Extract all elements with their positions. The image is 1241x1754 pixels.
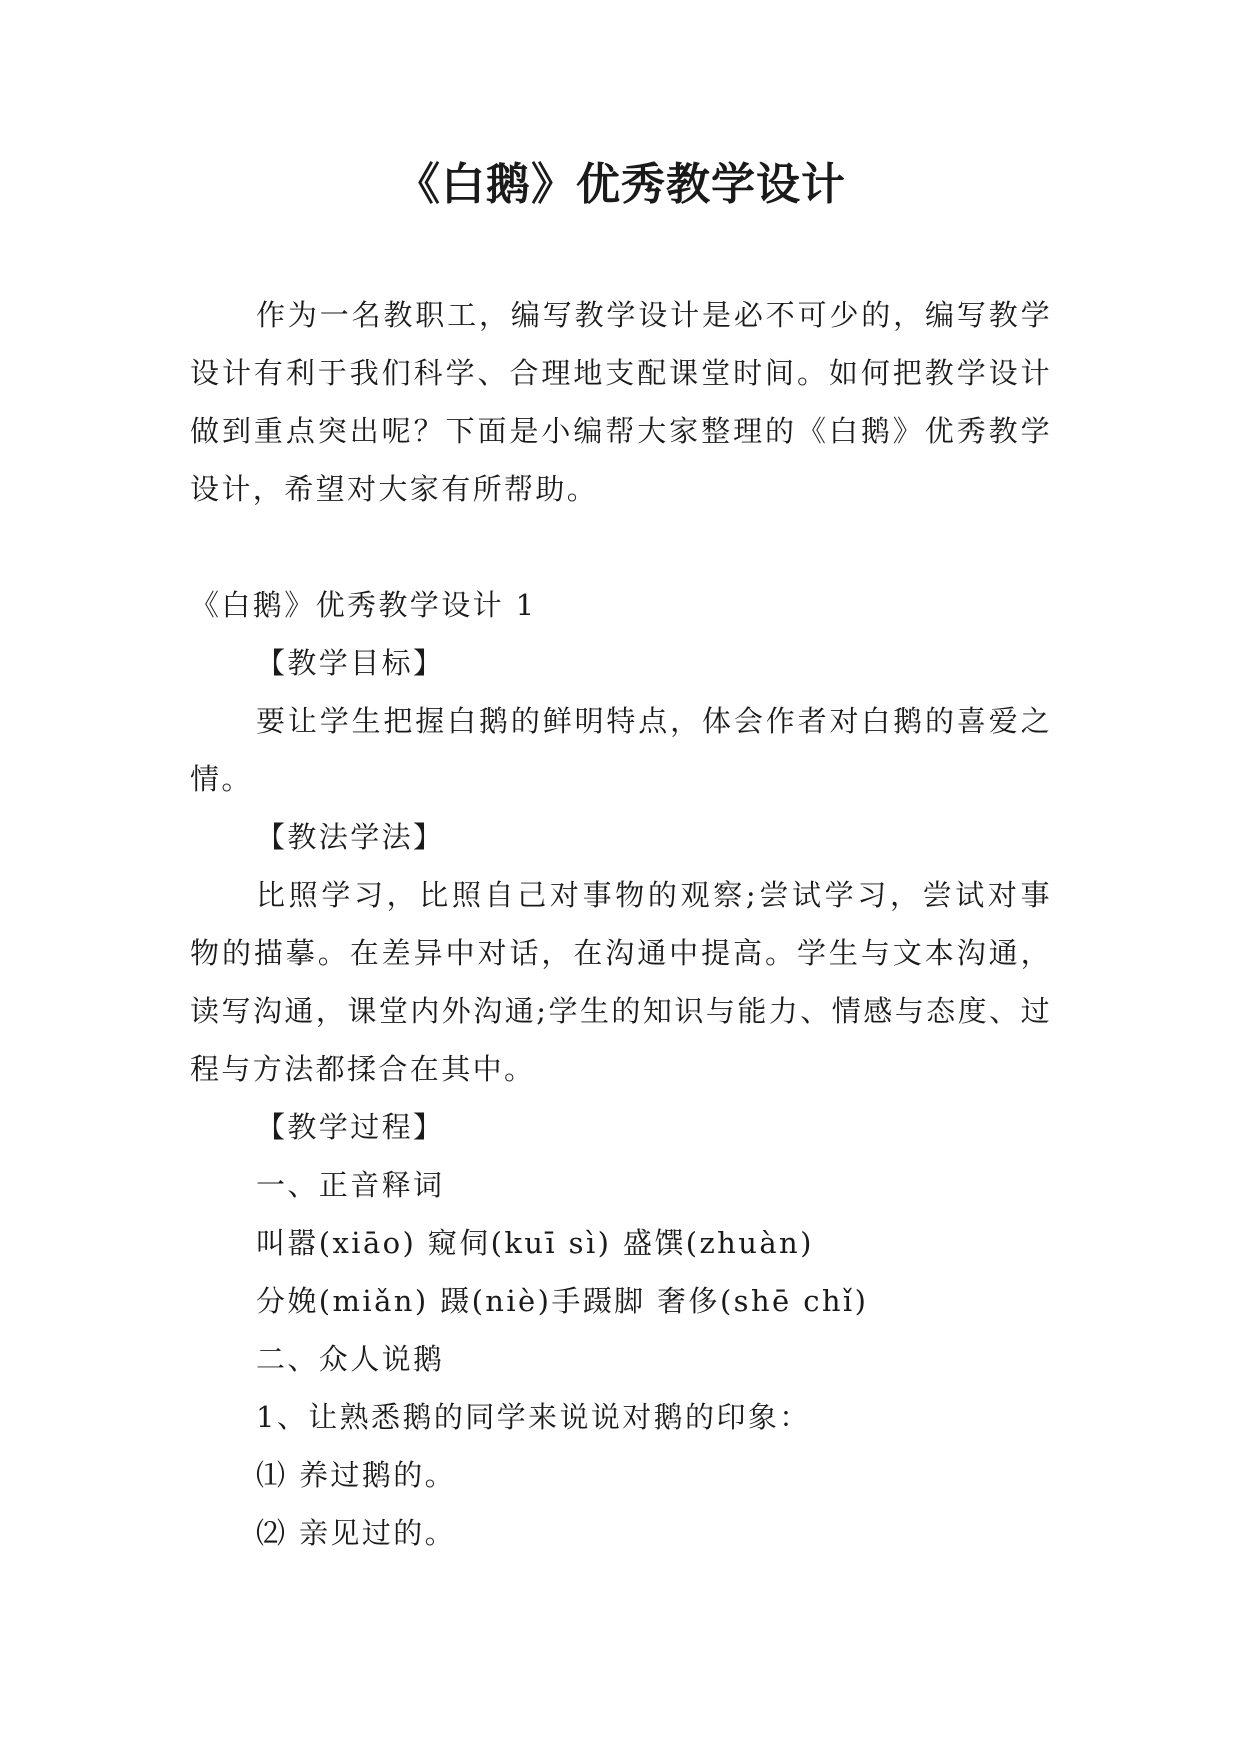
document-body — [190, 576, 1052, 1562]
intro-paragraph: 作为一名教职工，编写教学设计是必不可少的，编写教学设计有利于我们科学、合理地支配课堂时间。如何把教学设计做到重点突出呢？下面是小编帮大家整理的《白鹅》优秀教学设计，希望对大家有所帮助。 — [190, 298, 1052, 506]
document-title: 《白鹅》优秀教学设计 — [396, 159, 846, 210]
step-2-title: 二、众人说鹅 — [256, 1342, 445, 1376]
heading-teaching-process: 【教学过程】 — [256, 1110, 445, 1144]
sub-item-2: ⑵ 亲见过的。 — [256, 1516, 457, 1550]
teaching-method-paragraph: 比照学习，比照自己对事物的观察;尝试学习，尝试对事物的描摹。在差异中对话，在沟通中提高。学生与文本沟通，读写沟通，课堂内外沟通;学生的知识与能力、情感与态度、过程与方法都揉合在其中。 — [190, 878, 1052, 1086]
heading-teaching-method: 【教法学法】 — [256, 820, 445, 854]
pinyin-line-2: 分娩(miǎn) 蹑(niè)手蹑脚 奢侈(shē chǐ) — [256, 1284, 869, 1318]
teaching-goal-paragraph: 要让学生把握白鹅的鲜明特点，体会作者对白鹅的喜爱之情。 — [190, 704, 1052, 796]
pinyin-line-1: 叫嚣(xiāo) 窥伺(kuī sì) 盛馔(zhuàn) — [256, 1226, 814, 1260]
section-title: 《白鹅》优秀教学设计 1 — [190, 588, 537, 622]
list-item-1: 1、让熟悉鹅的同学来说说对鹅的印象： — [256, 1400, 811, 1434]
heading-teaching-goal: 【教学目标】 — [256, 646, 445, 680]
sub-item-1: ⑴ 养过鹅的。 — [256, 1458, 457, 1492]
step-1-title: 一、正音释词 — [256, 1168, 445, 1202]
